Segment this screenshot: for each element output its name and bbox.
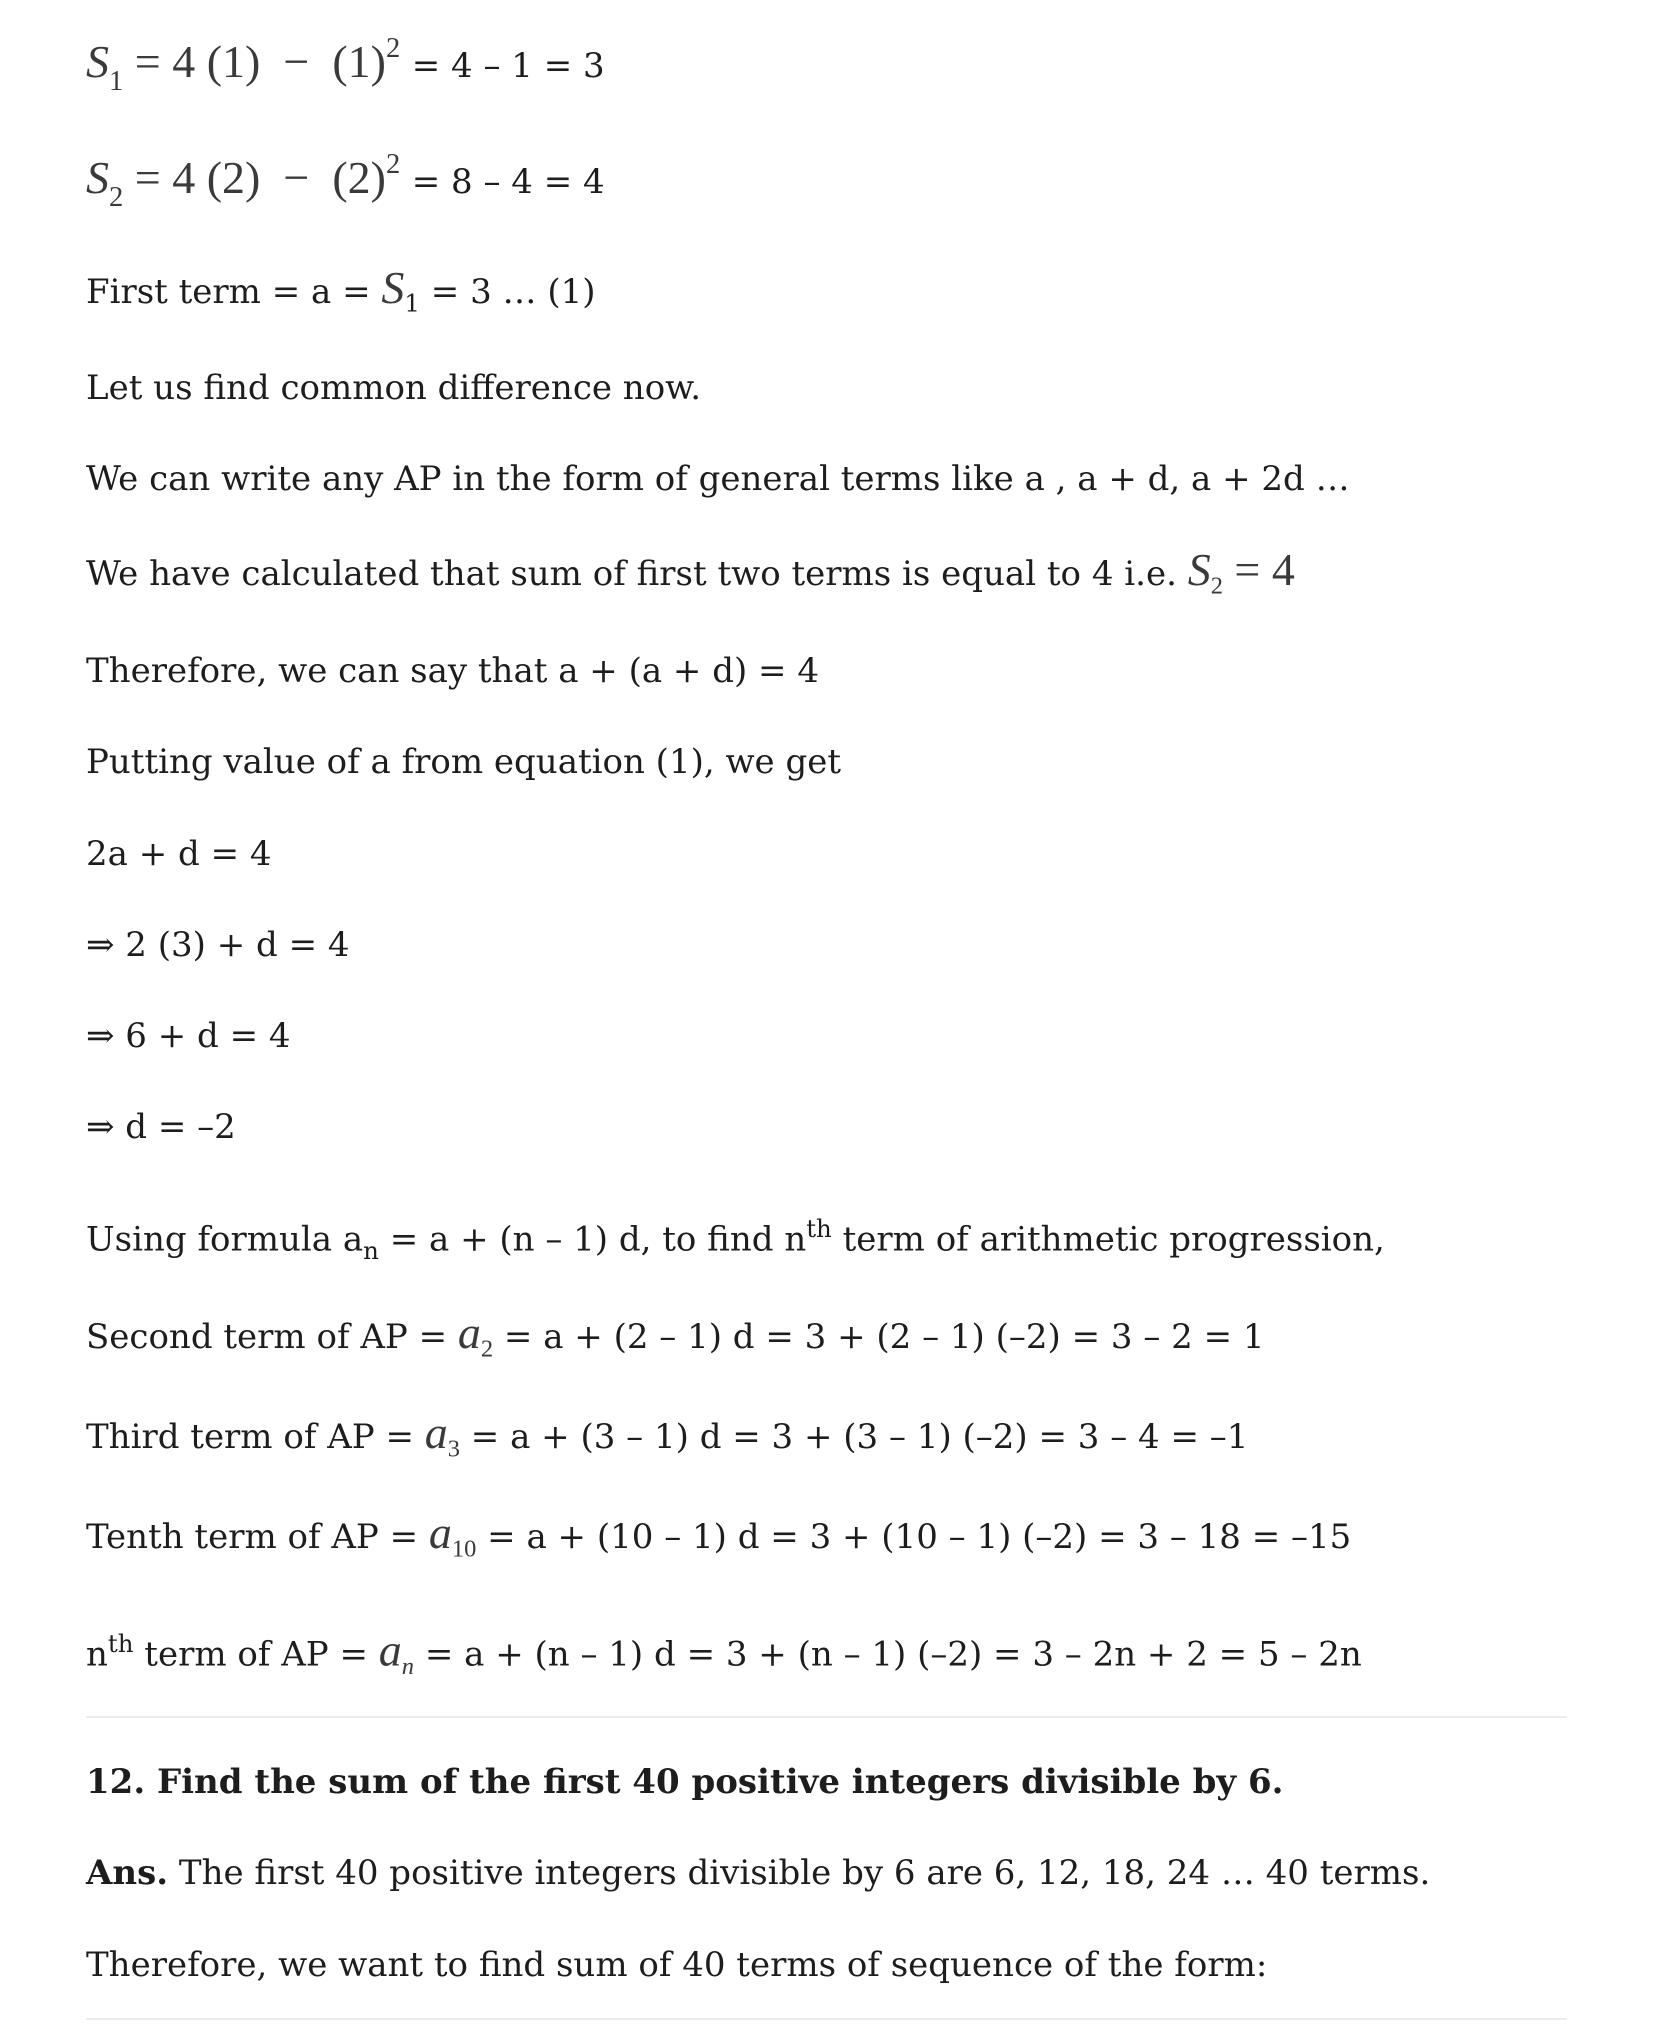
tenth-term-pre: Tenth term of AP = (86, 1517, 429, 1557)
eq-s2-equals: = (134, 152, 161, 203)
answer-text: The first 40 positive integers divisible by 6 are 6, 12, 18, 24 … 40 terms. (168, 1853, 1431, 1893)
nth-term-var: a (378, 1624, 402, 1676)
eq-s2-var: S (86, 152, 109, 203)
first-term-line (86, 262, 596, 324)
nth-term-post: = a + (n – 1) d = 3 + (n – 1) (–2) = 3 – 2n + 2 = 5 – 2n (414, 1634, 1362, 1675)
eq-s1-term: (1) (332, 36, 386, 87)
paragraph-sequence-form: Therefore, we want to find sum of 40 terms of sequence of the form: (86, 1945, 1268, 1985)
tenth-term-post: = a + (10 – 1) d = 3 + (10 – 1) (–2) = 3 – 18 = –15 (476, 1517, 1352, 1557)
first-term-sub: 1 (404, 288, 420, 318)
third-term-pre: Third term of AP = (86, 1417, 425, 1457)
first-term-pre: First term = a = (86, 272, 382, 312)
formula-pre: Using formula a (86, 1219, 364, 1260)
eq-s2-term: (2) (332, 152, 386, 203)
nth-term-sub: n (401, 1653, 415, 1681)
nth-term-mid: term of AP = (133, 1634, 379, 1675)
third-term-sub: 3 (447, 1435, 460, 1463)
bottom-divider (86, 2018, 1567, 2020)
eq-s2-rest: = 8 – 4 = 4 (411, 162, 605, 202)
sum-two-terms-line (86, 544, 1295, 607)
step-4: ⇒ d = –2 (86, 1107, 236, 1147)
second-term-var: a (457, 1307, 481, 1358)
paragraph-putting: Putting value of a from equation (1), we get (86, 742, 842, 782)
eq-s1-arg: (1) (206, 36, 261, 87)
tenth-term-line (86, 1507, 1352, 1570)
sum-two-var: S (1187, 544, 1211, 595)
eq-s2-exp: 2 (385, 149, 401, 181)
step-2: ⇒ 2 (3) + d = 4 (86, 925, 350, 965)
third-term-var: a (424, 1407, 448, 1458)
second-term-sub: 2 (480, 1335, 494, 1363)
sum-two-post: = 4 (1222, 544, 1295, 595)
nth-term-pre: n (86, 1634, 108, 1675)
eq-s2-coef: 4 (172, 152, 196, 203)
eq-s1-sub: 1 (109, 65, 124, 97)
sum-two-sub: 2 (1210, 572, 1223, 600)
eq-s1-equals: = (134, 36, 161, 87)
formula-post: term of arithmetic progression, (831, 1219, 1385, 1260)
second-term-line (86, 1307, 1265, 1370)
eq-s1-coef: 4 (172, 36, 196, 87)
equation-s2 (86, 149, 605, 213)
second-term-pre: Second term of AP = (86, 1317, 458, 1357)
section-divider (86, 1716, 1567, 1718)
eq-s1-minus: − (283, 36, 310, 87)
third-term-post: = a + (3 – 1) d = 3 + (3 – 1) (–2) = 3 – 4 = –1 (460, 1417, 1249, 1457)
answer-12 (86, 1853, 1430, 1893)
formula-mid: = a + (n – 1) d, to find n (378, 1219, 807, 1260)
question-12: 12. Find the sum of the first 40 positive integers divisible by 6. (86, 1762, 1284, 1802)
eq-s2-minus: − (283, 152, 310, 203)
formula-line (86, 1209, 1385, 1271)
step-3: ⇒ 6 + d = 4 (86, 1016, 291, 1056)
tenth-term-sub: 10 (451, 1535, 477, 1563)
paragraph-general-form: We can write any AP in the form of general terms like a , a + d, a + 2d … (86, 459, 1350, 499)
eq-s2-arg: (2) (206, 152, 261, 203)
sum-two-pre: We have calculated that sum of first two terms is equal to 4 i.e. (86, 554, 1188, 594)
answer-label: Ans. (86, 1853, 169, 1893)
paragraph-common-difference: Let us find common difference now. (86, 368, 702, 408)
nth-term-sup: th (107, 1629, 134, 1658)
third-term-line (86, 1407, 1249, 1470)
equation-s1 (86, 33, 605, 97)
eq-s1-exp: 2 (385, 33, 401, 65)
eq-s1-var: S (86, 36, 109, 87)
nth-term-line (86, 1624, 1362, 1687)
formula-sup: th (806, 1214, 832, 1243)
first-term-post: = 3 … (1) (419, 272, 596, 312)
step-1: 2a + d = 4 (86, 834, 272, 874)
formula-sub: n (363, 1236, 379, 1266)
eq-s2-sub: 2 (109, 181, 124, 213)
second-term-post: = a + (2 – 1) d = 3 + (2 – 1) (–2) = 3 – 2 = 1 (493, 1317, 1265, 1357)
tenth-term-var: a (428, 1507, 452, 1558)
eq-s1-rest: = 4 – 1 = 3 (411, 46, 605, 86)
paragraph-therefore: Therefore, we can say that a + (a + d) = 4 (86, 651, 819, 691)
first-term-var: S (381, 262, 405, 313)
